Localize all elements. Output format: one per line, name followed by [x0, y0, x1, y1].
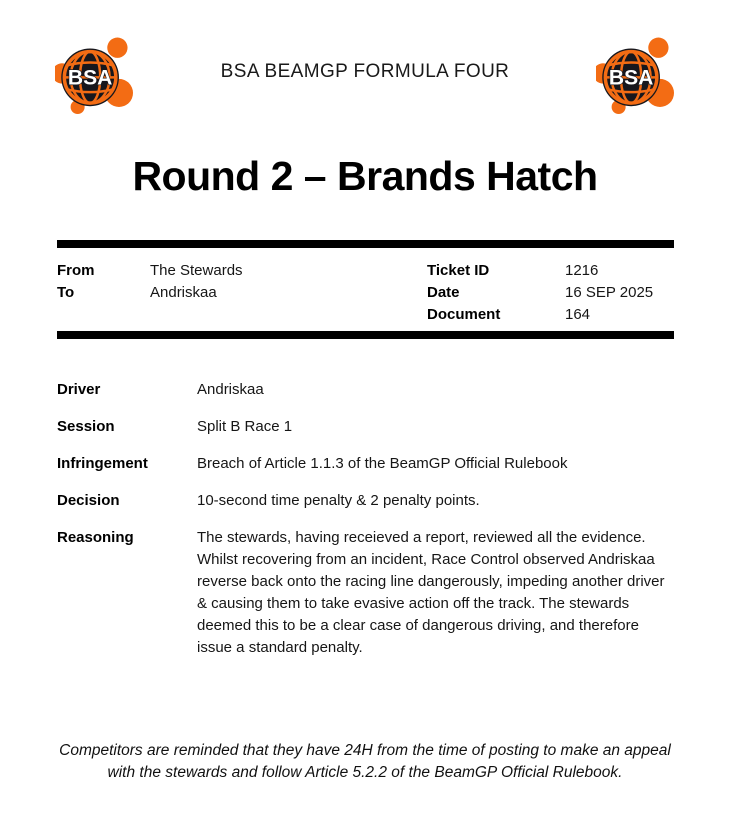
meta-value-document: 164: [565, 306, 591, 323]
meta-label-date: Date: [427, 284, 460, 301]
detail-label-session: Session: [57, 418, 115, 435]
decision-details: [57, 379, 674, 659]
detail-value-infringement: Breach of Article 1.1.3 of the BeamGP Official Rulebook: [197, 455, 568, 472]
detail-value-reasoning: The stewards, having receieved a report, reviewed all the evidence. Whilst recovering from an incident, Race Control observed Andriskaa reverse back onto the racing line dangerously, impeding another driver & causing them to take evasive action off the track. The stewards deemed this to be a clear case of dangerous driving, and therefore issue a standard penalty.: [197, 529, 665, 656]
meta-value-ticket-id: 1216: [565, 262, 599, 279]
meta-label-from: From: [57, 262, 95, 279]
bsa-logo-text: BSA: [67, 66, 113, 90]
meta-table: [57, 260, 674, 326]
masthead-title: BSA BEAMGP FORMULA FOUR: [220, 61, 510, 82]
detail-label-decision: Decision: [57, 492, 120, 509]
detail-label-driver: Driver: [57, 381, 101, 398]
meta-label-ticket-id: Ticket ID: [427, 262, 490, 279]
meta-value-date: 16 SEP 2025: [565, 284, 654, 301]
meta-label-document: Document: [427, 306, 501, 323]
detail-label-reasoning: Reasoning: [57, 529, 134, 546]
detail-value-decision: 10-second time penalty & 2 penalty points.: [197, 492, 480, 509]
bsa-logo-right: [596, 36, 674, 114]
bsa-logo-text: BSA: [608, 66, 654, 90]
detail-value-session: Split B Race 1: [197, 418, 293, 435]
meta-value-to: Andriskaa: [150, 284, 217, 301]
detail-label-infringement: Infringement: [57, 455, 148, 472]
meta-value-from: The Stewards: [150, 262, 243, 279]
document-title: Round 2 – Brands Hatch: [132, 153, 598, 199]
appeal-notice: Competitors are reminded that they have 24H from the time of posting to make an appeal with the stewards and follow Article 5.2.2 of the BeamGP Official Rulebook.: [59, 742, 671, 781]
rule-bottom: [57, 331, 674, 339]
meta-label-to: To: [57, 284, 75, 301]
detail-value-driver: Andriskaa: [197, 381, 264, 398]
rule-top: [57, 240, 674, 248]
